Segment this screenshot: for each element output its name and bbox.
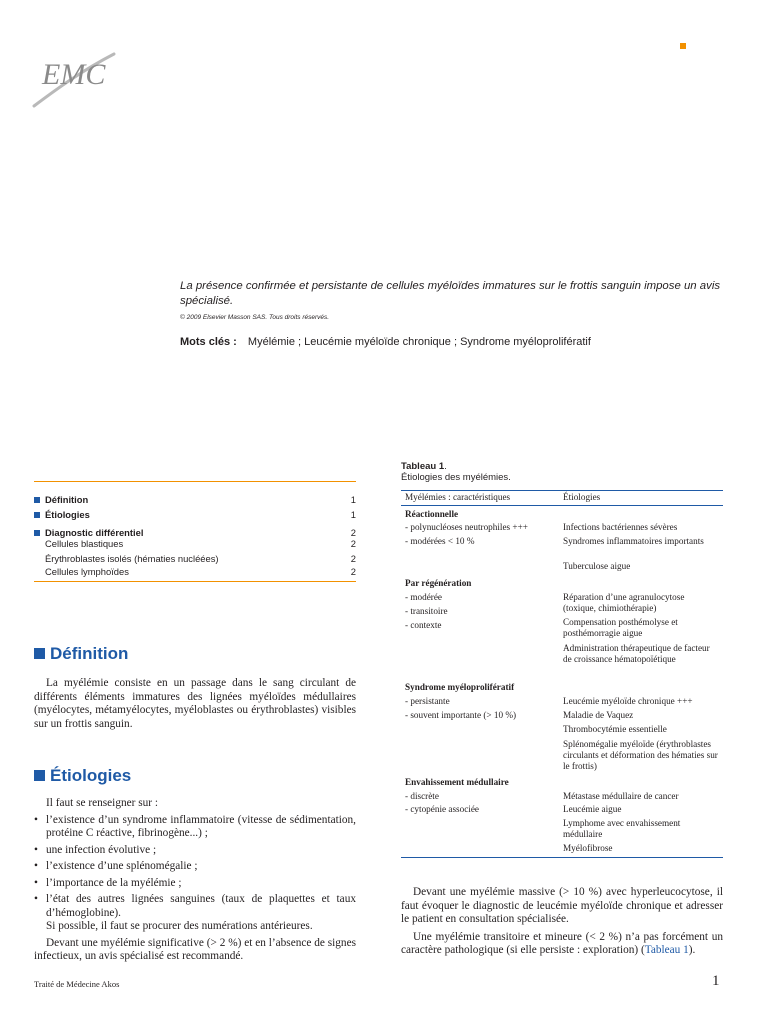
table-cell: Réparation d’une agranulocytose (toxique, chimiothérapie): [563, 592, 685, 613]
keywords-label: Mots clés :: [180, 336, 237, 348]
etiologies-heading: Étiologies: [34, 766, 131, 786]
table-cell: Métastase médullaire de cancer: [563, 791, 679, 801]
heading-square-icon: [34, 770, 45, 781]
table-cell: Infections bactériennes sévères: [563, 522, 678, 532]
toc-page-number: 2: [350, 538, 356, 549]
list-item: • une infection évolutive ;: [34, 844, 356, 858]
table-cell: - transitoire: [405, 606, 448, 616]
right-column-text: [401, 886, 723, 958]
table-group-title: Envahissement médullaire: [405, 777, 509, 787]
abstract-text: La présence confirmée et persistante de cellules myéloïdes immatures sur le frottis sanguin impose un avis spécialisé.: [180, 280, 721, 307]
table-cell: Myélofibrose: [563, 843, 613, 853]
table-group-title: Syndrome myéloprolifératif: [405, 682, 515, 692]
footer-journal-title: Traité de Médecine Akos: [34, 979, 120, 989]
toc-page-number: 2: [350, 553, 356, 564]
toc-bullet-icon: [34, 497, 40, 503]
toc-bottom-rule: [34, 581, 356, 582]
keywords-row: [180, 336, 740, 348]
table-cell: - modérées < 10 %: [405, 536, 475, 546]
toc-top-rule: [34, 481, 356, 482]
toc-page-number: 1: [350, 509, 356, 520]
toc-page-number: 2: [350, 527, 356, 538]
orange-marker: [680, 43, 686, 49]
etiologies-final-paragraph: Devant une myélémie significative (> 2 %) et en l’absence de signes infectieux, un avis spécialisé est recommandé.: [34, 936, 356, 962]
table-header-rule: [401, 505, 723, 506]
table-cell: - souvent importante (> 10 %): [405, 710, 517, 720]
column-header-characteristics: Myélémies : caractéristiques: [405, 492, 511, 502]
keywords-list: Myélémie ; Leucémie myéloïde chronique ; Syndrome myéloprolifératif: [247, 336, 591, 348]
table-caption: Tableau 1. Étiologies des myélémies.: [401, 461, 511, 483]
table-1-link[interactable]: Tableau 1: [644, 944, 689, 956]
table-bottom-rule: [401, 857, 723, 858]
table-cell: - cytopénie associée: [405, 804, 479, 814]
table-cell: Leucémie aigue: [563, 804, 622, 814]
list-item: • l’existence d’un syndrome inflammatoire (vitesse de sédimentation, protéine C réactive, fibrinogène...) ;: [34, 814, 356, 841]
table-cell: Leucémie myéloïde chronique +++: [563, 696, 693, 706]
list-item: • l’état des autres lignées sanguines (taux de plaquettes et taux d’hémoglobine).: [34, 893, 356, 920]
definition-heading: Définition: [34, 644, 128, 664]
toc-item-diagnostic[interactable]: Diagnostic différentiel 2: [34, 527, 356, 538]
toc-item-cellules-blastiques[interactable]: Cellules blastiques 2: [45, 538, 356, 549]
toc-page-number: 1: [350, 494, 356, 505]
etiologies-continuation: Si possible, il faut se procurer des numérations antérieures.: [46, 920, 313, 932]
transient-myelemia-paragraph: Une myélémie transitoire et mineure (< 2 %) n’a pas forcément un caractère pathologique (si elle persiste : exploration) (Tableau 1).: [401, 930, 723, 956]
table-cell: - discrète: [405, 791, 439, 801]
emc-logo: [28, 48, 118, 110]
table-cell: Splénomégalie myéloïde (érythroblastes circulants et déformation des hématies sur le frottis): [563, 739, 718, 771]
table-group-title: Réactionnelle: [405, 509, 459, 519]
table-top-rule: [401, 490, 723, 491]
table-cell: - polynucléoses neutrophiles +++: [405, 522, 528, 532]
heading-square-icon: [34, 648, 45, 659]
etiologies-list: [34, 814, 356, 921]
toc-page-number: 2: [350, 566, 356, 577]
table-cell: Administration thérapeutique de facteur de croissance hématopoïétique: [563, 643, 710, 664]
logo-text: EMC: [42, 58, 106, 91]
toc-item-definition[interactable]: Définition 1: [34, 494, 356, 505]
table-1: [401, 461, 723, 853]
toc-item-cellules-lymphoides[interactable]: Cellules lymphoïdes 2: [45, 566, 356, 577]
toc-bullet-icon: [34, 530, 40, 536]
table-cell: Syndromes inflammatoires importants: [563, 536, 704, 546]
table-cell: - modérée: [405, 592, 442, 602]
toc-item-etiologies[interactable]: Étiologies 1: [34, 509, 356, 520]
table-cell: Maladie de Vaquez: [563, 710, 634, 720]
definition-body: [34, 677, 356, 731]
table-cell: - contexte: [405, 620, 442, 630]
toc-bullet-icon: [34, 512, 40, 518]
definition-paragraph: La myélémie consiste en un passage dans le sang circulant de différents éléments immatures des lignées myéloïdes médullaires (myélocytes, métamyélocytes, myéloblastes ou érythroblastes) visibles sur un frottis sanguin.: [34, 677, 356, 730]
etiologies-body: [34, 797, 356, 964]
table-cell: Lymphome avec envahissement médullaire: [563, 818, 681, 839]
table-subtitle: Étiologies des myélémies.: [401, 472, 511, 483]
list-item: • l’existence d’une splénomégalie ;: [34, 860, 356, 874]
massive-myelemia-paragraph: Devant une myélémie massive (> 10 %) avec hyperleucocytose, il faut évoquer le diagnostic de leucémie myéloïde chronique et adresser le patient en consultation spécialisée.: [401, 886, 723, 925]
copyright-line: © 2009 Elsevier Masson SAS. Tous droits réservés.: [180, 314, 330, 321]
page-number: 1: [712, 973, 720, 989]
table-cell: Tuberculose aigue: [563, 561, 631, 571]
etiologies-intro: Il faut se renseigner sur :: [46, 797, 158, 809]
list-item: • l’importance de la myélémie ;: [34, 877, 356, 891]
table-body: [401, 461, 723, 861]
table-cell: Compensation posthémolyse et posthémorragie aigue: [563, 617, 678, 638]
table-cell: - persistante: [405, 696, 450, 706]
table-cell: Thrombocytémie essentielle: [563, 724, 667, 734]
column-header-etiologies: Étiologies: [563, 492, 601, 502]
table-label: Tableau 1: [401, 461, 445, 472]
table-group-title: Par régénération: [405, 578, 472, 588]
toc-item-erythroblastes[interactable]: Érythroblastes isolés (hématies nucléées) 2: [45, 553, 356, 564]
